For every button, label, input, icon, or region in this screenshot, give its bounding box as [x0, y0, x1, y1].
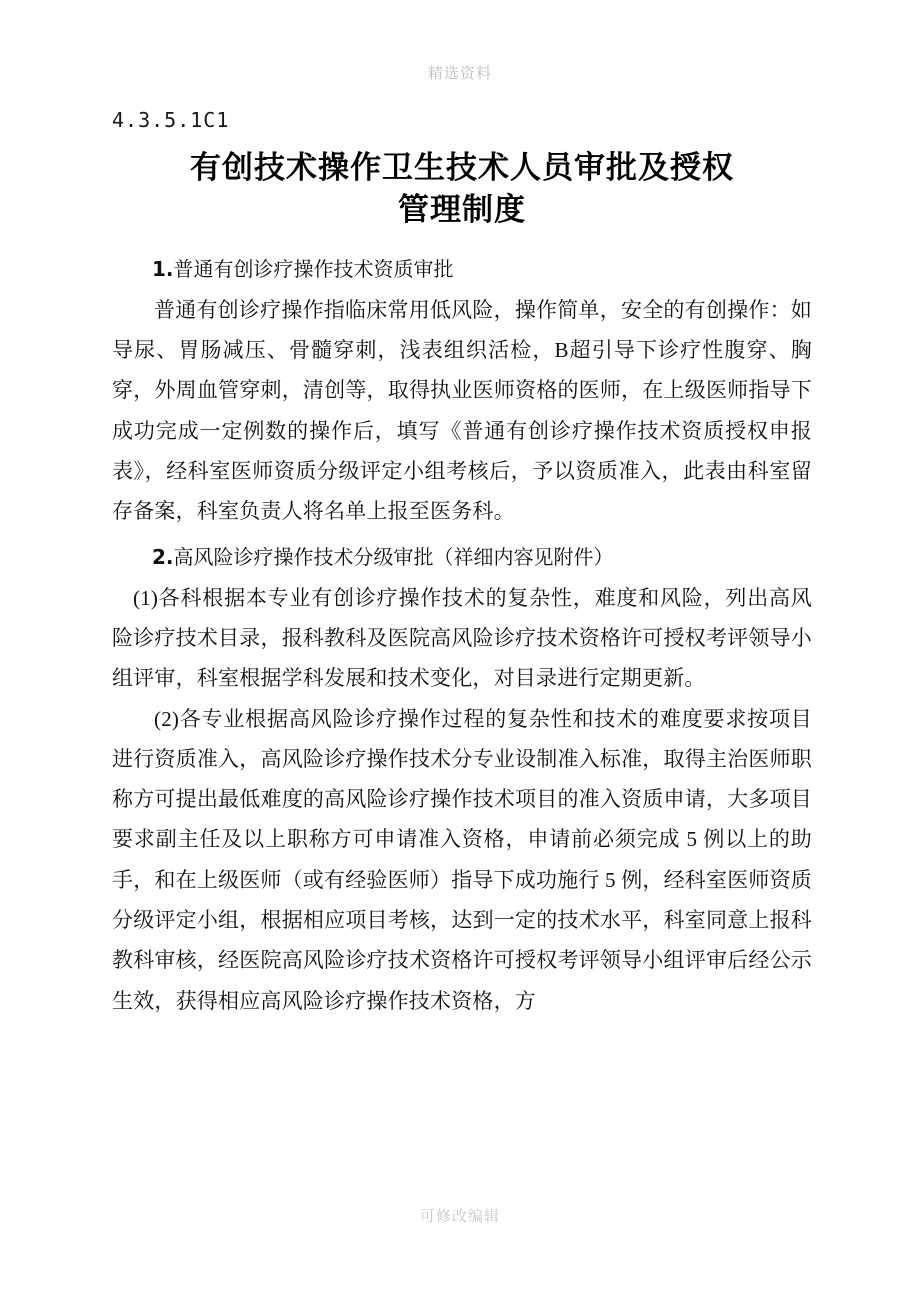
page-title [112, 148, 812, 232]
watermark-bottom: 可修改编辑 [419, 1207, 500, 1225]
page-title-line-1: 有创技术操作卫生技术人员审批及授权 [190, 150, 734, 186]
section-heading-1 [112, 250, 812, 290]
section-number-1: 1. [152, 256, 174, 281]
page-title-line-2: 管理制度 [398, 191, 526, 228]
watermark-top: 精选资料 [427, 64, 492, 82]
paragraph-2-2: (2)各专业根据高风险诊疗操作过程的复杂性和技术的难度要求按项目进行资质准入，高风险诊疗操作技术分专业设制准入标准，取得主治医师职称方可提出最低难度的高风险诊疗操作技术项目的准入资质申请，大多项目要求副主任及以上职称方可申请准入资格，申请前必须完成 5 例以上的助手，和在上级医师（或有经验医师）指导下成功施行 5 例，经科室医师资质分级评定小组，根据相应项目考核，达到一定的技术水平，科室同意上报科教科审核，经医院高风险诊疗技术资格许可授权考评领导小组评审后经公示生效，获得相应高风险诊疗操作技术资格，方 [112, 706, 812, 1013]
section-number-2: 2. [152, 544, 174, 569]
document-content [112, 108, 812, 1021]
section-title-1: 普通有创诊疗操作技术资质审批 [173, 258, 454, 281]
document-code: 4.3.5.1C1 [112, 108, 230, 132]
section-title-2: 高风险诊疗操作技术分级审批（祥细内容见附件） [173, 546, 614, 569]
paragraph-1-1: 普通有创诊疗操作指临床常用低风险，操作简单，安全的有创操作：如导尿、胃肠减压、骨髓穿刺，浅表组织活检，B超引导下诊疗性腹穿、胸穿，外周血管穿刺，清创等，取得执业医师资格的医师，在上级医师指导下成功完成一定例数的操作后，填写《普通有创诊疗操作技术资质授权申报表》，经科室医师资质分级评定小组考核后，予以资质准入，此表由科室留存备案，科室负责人将名单上报至医务科。 [112, 297, 812, 524]
paragraph-2-1: (1)各科根据本专业有创诊疗操作技术的复杂性，难度和风险，列出高风险诊疗技术目录，报科教科及医院高风险诊疗技术资格许可授权考评领导小组评审，科室根据学科发展和技术变化，对目录进行定期更新。 [112, 585, 812, 691]
section-heading-2 [112, 538, 812, 578]
